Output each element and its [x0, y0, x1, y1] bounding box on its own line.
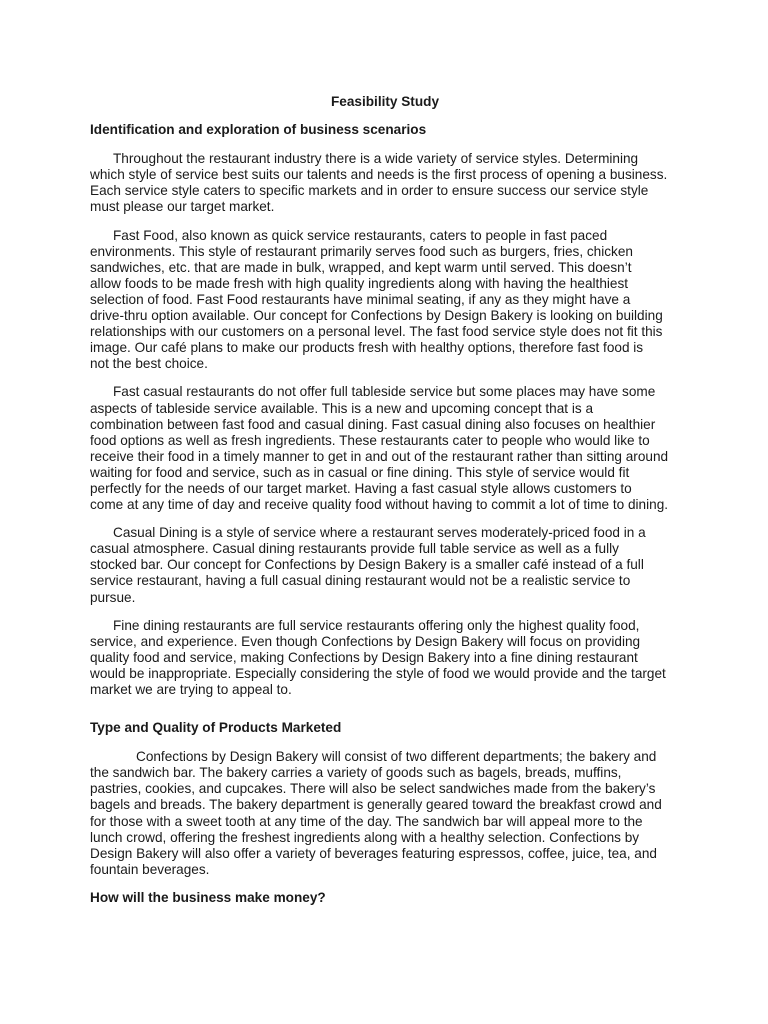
- paragraph-line: Casual Dining is a style of service where a restaurant serves moderately-priced food in a: [113, 525, 646, 541]
- section-heading-products-marketed: Type and Quality of Products Marketed: [90, 720, 342, 736]
- paragraph-fast-food: [90, 228, 680, 373]
- paragraph-line: fountain beverages.: [90, 861, 210, 877]
- paragraph-line: must please our target market.: [90, 199, 275, 215]
- paragraph-line: casual atmosphere. Casual dining restaurants provide full table service as well as a fully: [90, 541, 619, 557]
- paragraph-line: Throughout the restaurant industry there is a wide variety of service styles. Determining: [113, 151, 639, 167]
- paragraph-line: combination between fast food and casual dining. Fast casual dining also focuses on healthier: [90, 416, 656, 432]
- paragraph-line: food options as well as fresh ingredients. These restaurants cater to people who would like to: [90, 432, 650, 448]
- paragraph-casual-dining: [90, 525, 680, 605]
- paragraph-line: aspects of tableside service available. This is a new and upcoming concept that is a: [90, 400, 594, 416]
- document-title: Feasibility Study: [330, 94, 440, 109]
- paragraph-line: Fast Food, also known as quick service restaurants, caters to people in fast paced: [113, 227, 608, 243]
- paragraph-line: sandwiches, etc. that are made in bulk, wrapped, and kept warm until served. This doesn’t: [90, 259, 632, 275]
- paragraph-line: waiting for food and service, such as in casual or fine dining. This style of service would fit: [90, 464, 630, 480]
- paragraph-line: the sandwich bar. The bakery carries a variety of goods such as bagels, breads, muffins,: [90, 765, 622, 781]
- section-heading-make-money: How will the business make money?: [90, 889, 326, 905]
- paragraph-line: would be inappropriate. Especially considering the style of food we would provide and the target: [90, 665, 666, 681]
- paragraph-line: Confections by Design Bakery will consist of two different departments; the bakery and: [136, 749, 657, 765]
- paragraph-line: pastries, cookies, and cupcakes. There will also be select sandwiches made from the bakery’s: [90, 781, 656, 797]
- paragraph-line: for those with a sweet tooth at any time of the day. The sandwich bar will appeal more to the: [90, 813, 643, 829]
- paragraph-line: service, and experience. Even though Confections by Design Bakery will focus on providing: [90, 633, 641, 649]
- paragraph-line: pursue.: [90, 589, 136, 605]
- paragraph-line: drive-thru option available. Our concept for Confections by Design Bakery is looking on building: [90, 308, 663, 324]
- paragraph-line: perfectly for the needs of our target market. Having a fast casual style allows customers to: [90, 480, 632, 496]
- paragraph-line: Fine dining restaurants are full service restaurants offering only the highest quality food,: [113, 617, 640, 633]
- paragraph-line: stocked bar. Our concept for Confections by Design Bakery is a smaller café instead of a full: [90, 557, 644, 573]
- paragraph-line: service restaurant, having a full casual dining restaurant would not be a realistic service to: [90, 573, 631, 589]
- paragraph-line: image. Our café plans to make our products fresh with healthy options, therefore fast food is: [90, 340, 644, 356]
- document-body: [90, 94, 680, 919]
- paragraph-line: Design Bakery will also offer a variety of beverages featuring espressos, coffee, juice, tea, and: [90, 845, 657, 861]
- paragraph-line: Fast casual restaurants do not offer full tableside service but some places may have some: [113, 384, 656, 400]
- paragraph-fine-dining: [90, 618, 680, 698]
- paragraph-products: [90, 749, 680, 878]
- paragraph-line: Each service style caters to specific markets and in order to ensure success our service style: [90, 183, 649, 199]
- paragraph-line: come at any time of day and receive quality food without having to commit a lot of time to dining.: [90, 497, 669, 513]
- paragraph-service-styles: [90, 151, 680, 215]
- paragraph-line: selection of food. Fast Food restaurants have minimal seating, if any as they might have a: [90, 291, 631, 307]
- paragraph-line: relationships with our customers on a personal level. The fast food service style does not fit this: [90, 324, 663, 340]
- paragraph-line: allow foods to be made fresh with high quality ingredients along with having the healthiest: [90, 275, 629, 291]
- paragraph-line: market we are trying to appeal to.: [90, 682, 292, 697]
- paragraph-line: receive their food in a timely manner to get in and out of the restaurant rather than sitting around: [90, 448, 669, 464]
- paragraph-line: lunch crowd, offering the freshest ingredients along with a healthy selection. Confections by: [90, 829, 640, 845]
- paragraph-line: quality food and service, making Confections by Design Bakery into a fine dining restaurant: [90, 649, 638, 665]
- paragraph-line: environments. This style of restaurant primarily serves food such as burgers, fries, chicken: [90, 243, 633, 259]
- section-heading-business-scenarios: Identification and exploration of business scenarios: [90, 122, 427, 138]
- paragraph-line: not the best choice.: [90, 356, 208, 372]
- paragraph-fast-casual: [90, 384, 680, 513]
- paragraph-line: bagels and breads. The bakery department is generally geared toward the breakfast crowd and: [90, 797, 662, 813]
- paragraph-line: which style of service best suits our talents and needs is the first process of opening a business.: [90, 167, 668, 183]
